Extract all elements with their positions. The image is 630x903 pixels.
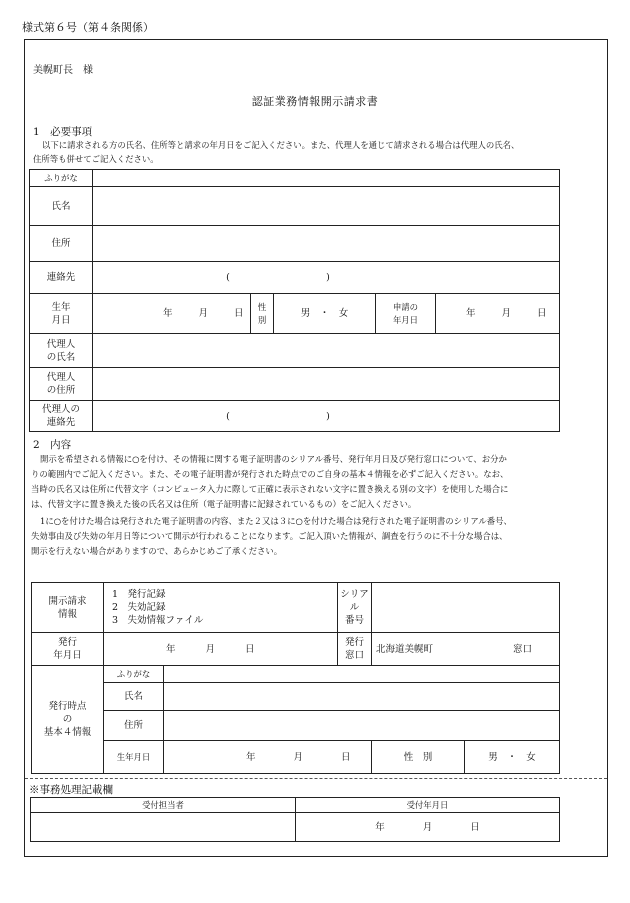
request-date-label-2: 年月日	[392, 314, 419, 325]
issue-month-unit: 月	[205, 643, 216, 655]
agent-address-label-2: の住所	[46, 385, 76, 396]
basic4-name-label: 氏名	[104, 683, 164, 711]
sex-label	[251, 294, 274, 334]
basic4-label-1: 発行時点	[48, 701, 87, 712]
option-revocation-file[interactable]: 3 失効情報ファイル	[112, 615, 204, 626]
agent-name-field[interactable]	[93, 334, 560, 368]
disclosure-table	[31, 582, 560, 774]
received-day-unit: 日	[470, 821, 480, 833]
basic4-furigana-field[interactable]	[164, 666, 560, 683]
paren-close: )	[326, 272, 330, 283]
basic4-day-unit: 日	[341, 751, 351, 763]
sex-label-1: 性	[257, 301, 267, 312]
request-month-unit: 月	[501, 308, 512, 319]
basic4-label	[32, 666, 104, 774]
request-year-unit: 年	[466, 308, 476, 319]
agent-contact-field[interactable]	[93, 401, 560, 432]
serial-label-1: シリアル	[340, 589, 369, 613]
issue-date-label-1: 発行	[57, 637, 77, 648]
issue-date-label-2: 年月日	[53, 650, 82, 661]
basic4-month-unit: 月	[293, 751, 304, 763]
basic4-furigana-label: ふりがな	[104, 666, 164, 683]
basic4-birthdate-label: 生年月日	[104, 741, 164, 774]
section2-line-5: 1に○を付けた場合は発行された電子証明書の内容、また２又は３に○を付けた場合は発行された電子証明書のシリアル番号、	[40, 516, 512, 526]
basic4-label-2: の	[62, 714, 73, 725]
basic4-year-unit: 年	[246, 751, 256, 763]
section2-line-3: 当時の氏名又は住所に代替文字（コンピュータ入力に際して正確に表示されない文字に置き換える別の文字）を使用した場合に	[31, 484, 509, 494]
section2-heading: 2 内容	[33, 439, 72, 451]
agent-address-label-1: 代理人	[46, 372, 76, 383]
section2-line-6: 失効事由及び失効の年月日等について開示が行われることになります。ご記入頂いた情報が、調査を行うのに不十分な場合は、	[31, 531, 508, 541]
agent-address-field[interactable]	[93, 368, 560, 401]
page-title: 認証業務情報開示請求書	[251, 95, 379, 108]
furigana-field[interactable]	[93, 170, 560, 187]
issue-date-label	[32, 633, 104, 666]
town-name: 北海道美幌町	[376, 643, 434, 655]
birthdate-label-2: 月日	[51, 314, 71, 326]
birthdate-label-1: 生年	[51, 301, 71, 313]
address-label: 住所	[30, 226, 93, 262]
request-info-label	[32, 583, 104, 633]
serial-field[interactable]	[372, 583, 560, 633]
birthdate-field[interactable]	[93, 294, 251, 334]
name-label: 氏名	[30, 187, 93, 226]
request-date-label	[376, 294, 436, 334]
request-info-label-1: 開示請求	[48, 595, 87, 607]
agent-address-label	[30, 368, 93, 401]
agent-contact-label-1: 代理人の	[41, 404, 80, 415]
section2-line-1: 開示を希望される情報に○を付け、その情報に関する電子証明書のシリアル番号、発行年月日及び発行窓口について、お分か	[40, 454, 507, 464]
furigana-label: ふりがな	[30, 170, 93, 187]
basic4-address-field[interactable]	[164, 711, 560, 741]
issue-year-unit: 年	[166, 643, 176, 655]
contact-field[interactable]	[93, 262, 560, 294]
issue-office-label	[338, 633, 372, 666]
agent-paren-open: (	[226, 410, 230, 422]
section2-line-2: りの範囲内でご記入ください。また、その電子証明書が発行された時点でのご自身の基本４情報を必ずご記入ください。なお、	[31, 469, 509, 479]
serial-label-2: 番号	[344, 615, 364, 626]
basic4-label-3: 基本４情報	[43, 727, 92, 738]
section1-heading: 1 必要事項	[33, 126, 93, 138]
receiver-field[interactable]	[31, 813, 296, 842]
name-field[interactable]	[93, 187, 560, 226]
addressee: 美幌町長 様	[33, 65, 93, 76]
basic4-birthdate-field[interactable]	[164, 741, 372, 774]
sex-choice[interactable]: 男 ・ 女	[274, 294, 376, 334]
applicant-table	[29, 169, 560, 432]
received-date-field[interactable]	[296, 813, 560, 842]
office-use-heading: ※事務処理記載欄	[29, 784, 113, 796]
received-year-unit: 年	[375, 821, 385, 833]
request-info-label-2: 情報	[57, 608, 77, 620]
basic4-sex-choice[interactable]: 男 ・ 女	[465, 741, 560, 774]
issue-day-unit: 日	[245, 643, 255, 655]
birth-year-unit: 年	[163, 308, 173, 319]
birth-month-unit: 月	[198, 308, 209, 319]
section2-line-7: 開示を行えない場合がありますので、あらかじめご了承ください。	[31, 546, 283, 556]
section1-line-2: 住所等も併せてご記入ください。	[33, 154, 159, 164]
birth-day-unit: 日	[234, 308, 244, 319]
option-revocation-record[interactable]: 2 失効記録	[112, 602, 166, 613]
agent-name-label-2: の氏名	[46, 351, 76, 363]
request-date-label-1: 申請の	[392, 301, 419, 312]
birthdate-label	[30, 294, 93, 334]
form-number: 様式第６号（第４条関係）	[22, 21, 154, 34]
agent-contact-label	[30, 401, 93, 432]
received-month-unit: 月	[422, 821, 433, 833]
contact-label: 連絡先	[30, 262, 93, 294]
issue-office-label-2: 窓口	[344, 650, 364, 661]
cut-line	[25, 778, 607, 779]
agent-name-label	[30, 334, 93, 368]
request-date-field[interactable]	[436, 294, 560, 334]
address-field[interactable]	[93, 226, 560, 262]
option-issue-record[interactable]: 1 発行記録	[112, 589, 166, 600]
section2-line-4: は、代替文字に置き換えた後の氏名又は住所（電子証明書に記録されているもの）をご記入ください。	[31, 499, 417, 509]
paren-open: (	[226, 272, 230, 283]
agent-name-label-1: 代理人	[46, 338, 76, 350]
basic4-name-field[interactable]	[164, 683, 560, 711]
basic4-sex-label: 性 別	[372, 741, 465, 774]
issue-date-field[interactable]	[104, 633, 338, 666]
request-info-options	[104, 583, 338, 633]
serial-label	[338, 583, 372, 633]
counter-word: 窓口	[513, 643, 533, 655]
request-day-unit: 日	[537, 308, 547, 319]
agent-contact-label-2: 連絡先	[46, 417, 76, 428]
section1-line-1: 以下に請求される方の氏名、住所等と請求の年月日をご記入ください。また、代理人を通じて請求される場合は代理人の氏名、	[42, 140, 520, 150]
received-date-label: 受付年月日	[296, 798, 560, 813]
office-use-table	[30, 797, 560, 842]
agent-paren-close: )	[326, 410, 330, 422]
basic4-address-label: 住所	[104, 711, 164, 741]
issue-office-field[interactable]	[372, 633, 560, 666]
issue-office-label-1: 発行	[344, 637, 364, 648]
sex-label-2: 別	[257, 314, 267, 325]
receiver-label: 受付担当者	[31, 798, 296, 813]
